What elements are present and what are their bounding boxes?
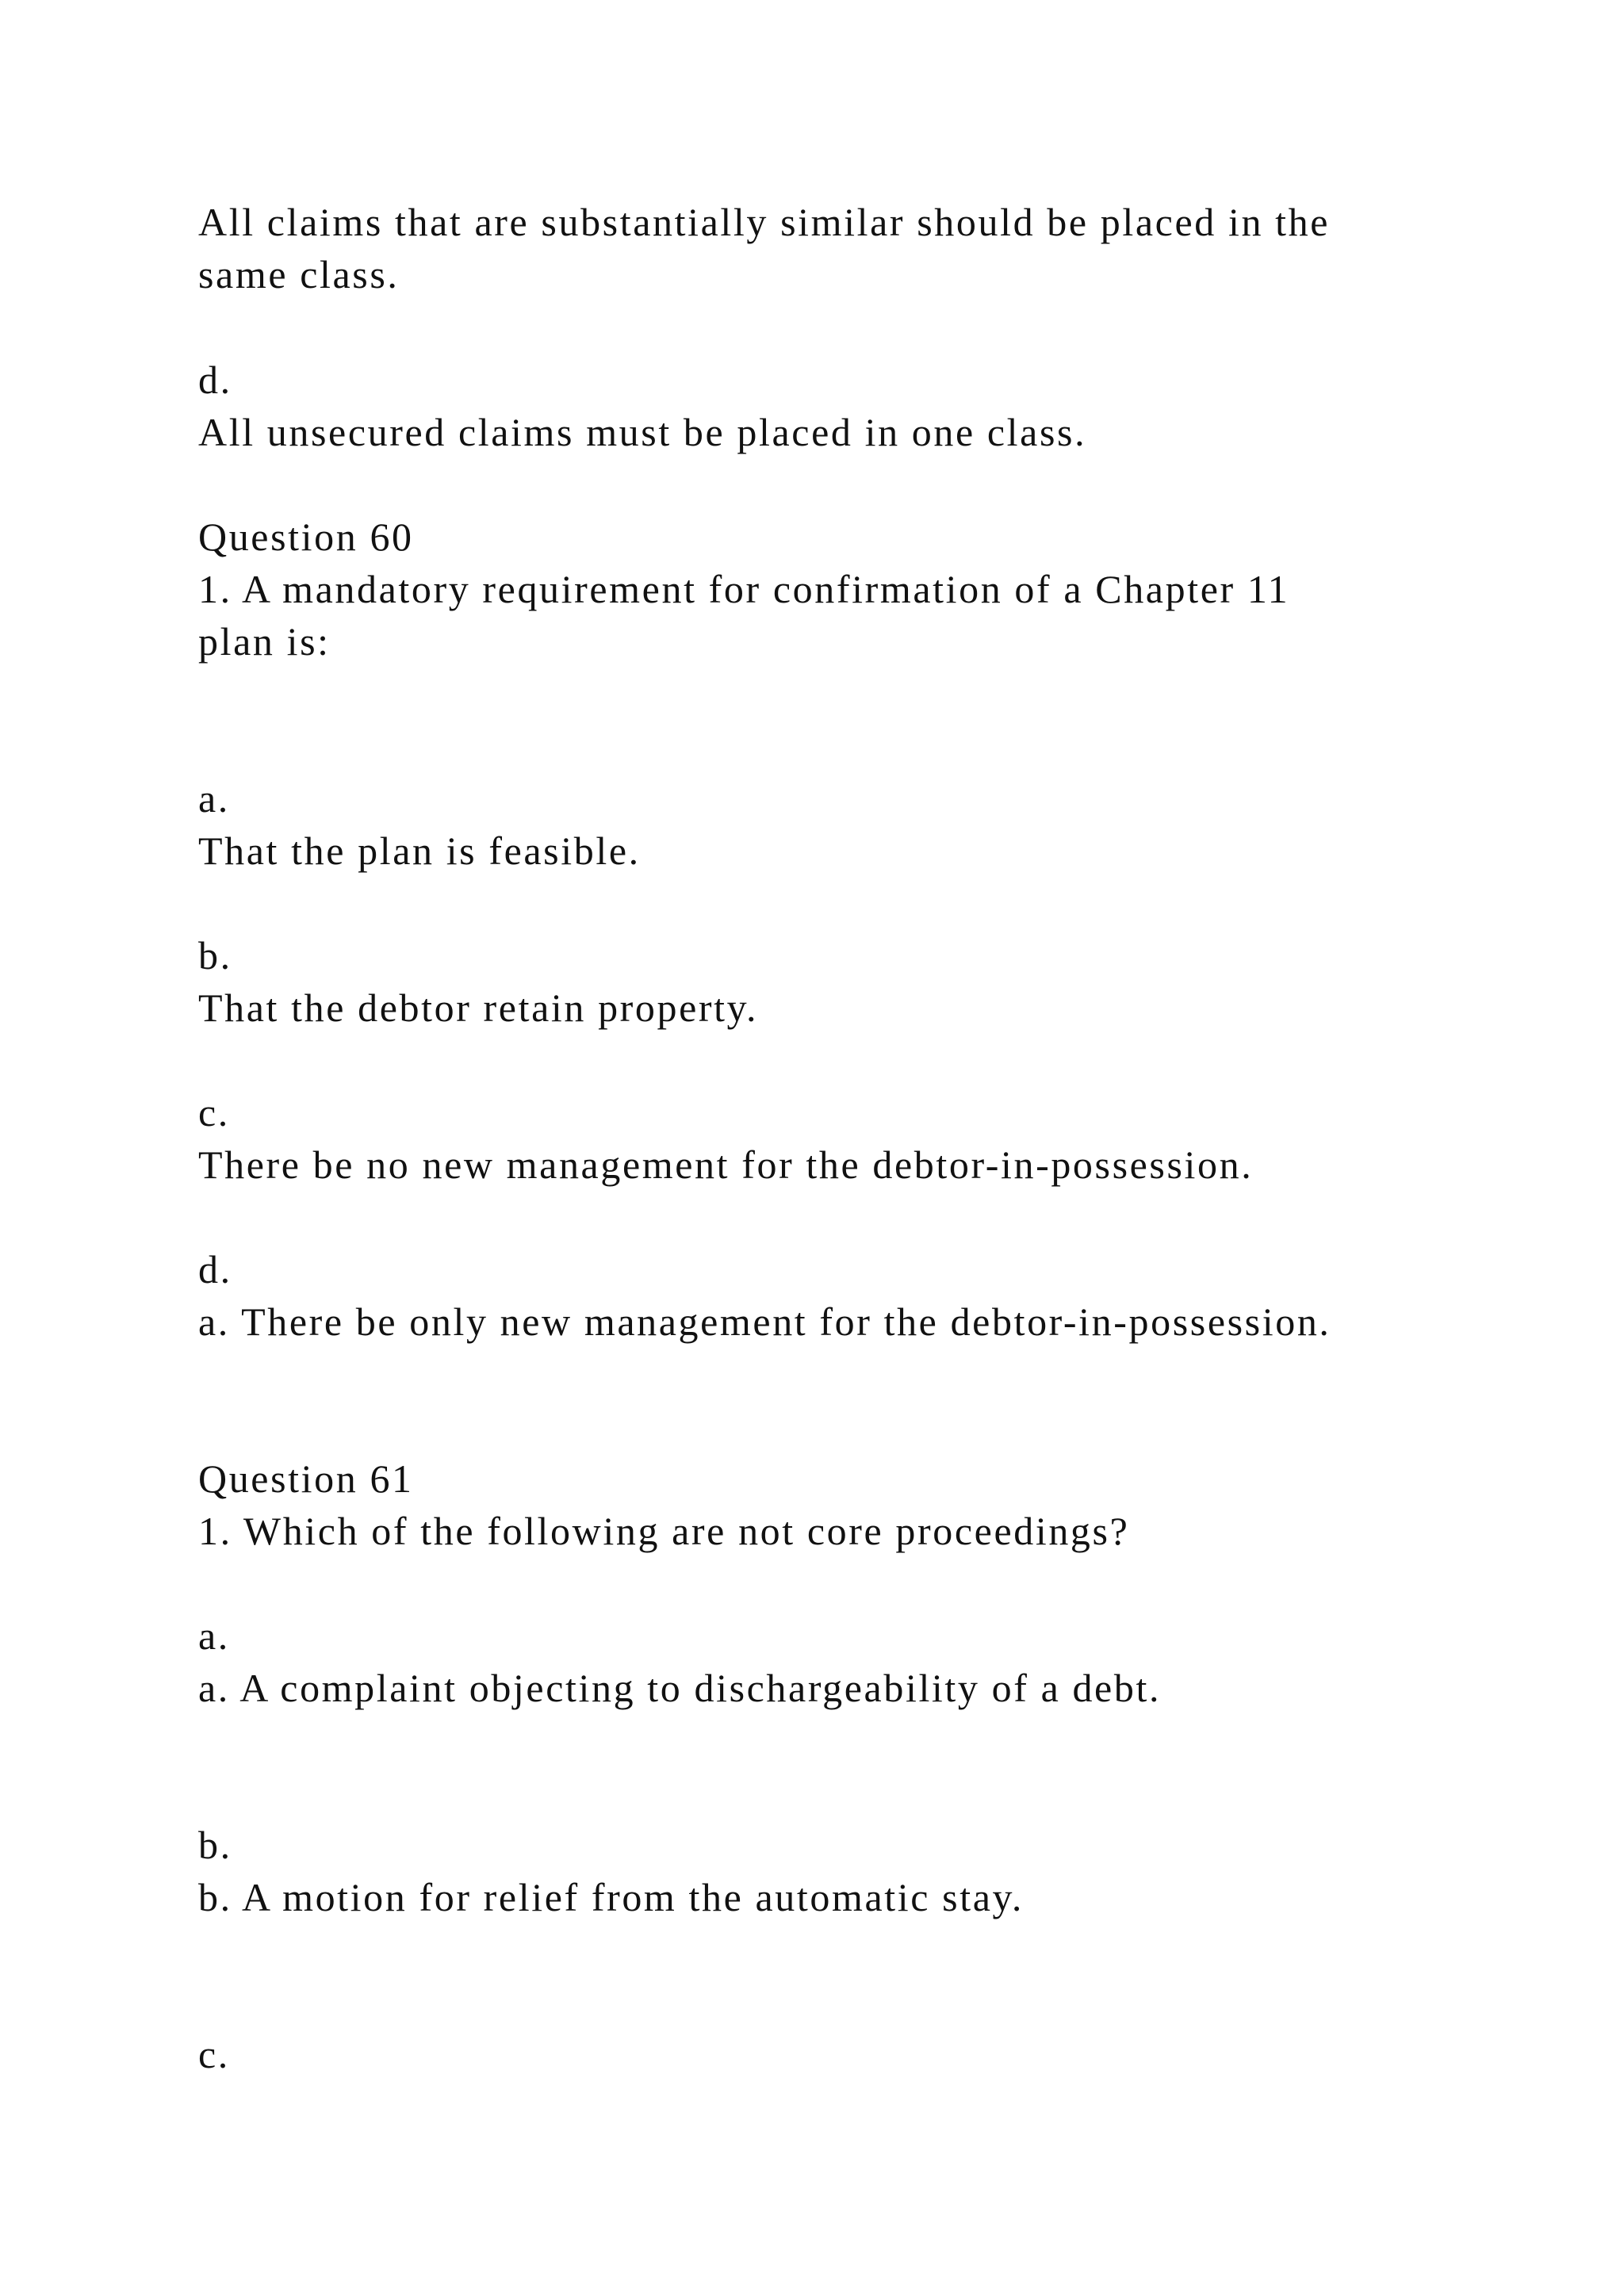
question-61-heading: Question 61 (198, 1456, 414, 1501)
question-60-heading: Question 60 (198, 515, 414, 559)
question-61-option-a-letter: a. (198, 1613, 230, 1658)
prev-option-d-text: All unsecured claims must be placed in one class. (198, 410, 1087, 454)
prev-option-c-text-line2: same class. (198, 252, 400, 297)
question-61-option-c-letter: c. (198, 2032, 230, 2076)
question-60-option-a-letter: a. (198, 776, 230, 821)
question-61-prompt: 1. Which of the following are not core proceedings? (198, 1509, 1130, 1553)
prev-option-d-letter: d. (198, 358, 232, 402)
question-61-option-a-text: a. A complaint objecting to dischargeability of a debt. (198, 1666, 1162, 1710)
question-60-option-b-letter: b. (198, 933, 232, 978)
question-61-option-b-letter: b. (198, 1823, 232, 1867)
question-60-option-c-text: There be no new management for the debtor-in-possession. (198, 1142, 1254, 1187)
question-61-option-b-text: b. A motion for relief from the automatic stay. (198, 1875, 1024, 1919)
question-60-option-b-text: That the debtor retain property. (198, 985, 759, 1030)
question-60-prompt-line2: plan is: (198, 619, 331, 664)
prev-option-c-text-line1: All claims that are substantially similar should be placed in the (198, 200, 1331, 244)
question-60-option-d-letter: d. (198, 1247, 232, 1292)
question-60-option-d-text: a. There be only new management for the debtor-in-possession. (198, 1299, 1331, 1344)
question-60-option-c-letter: c. (198, 1090, 230, 1135)
question-60-prompt-line1: 1. A mandatory requirement for confirmation of a Chapter 11 (198, 567, 1290, 611)
question-60-option-a-text: That the plan is feasible. (198, 828, 641, 873)
